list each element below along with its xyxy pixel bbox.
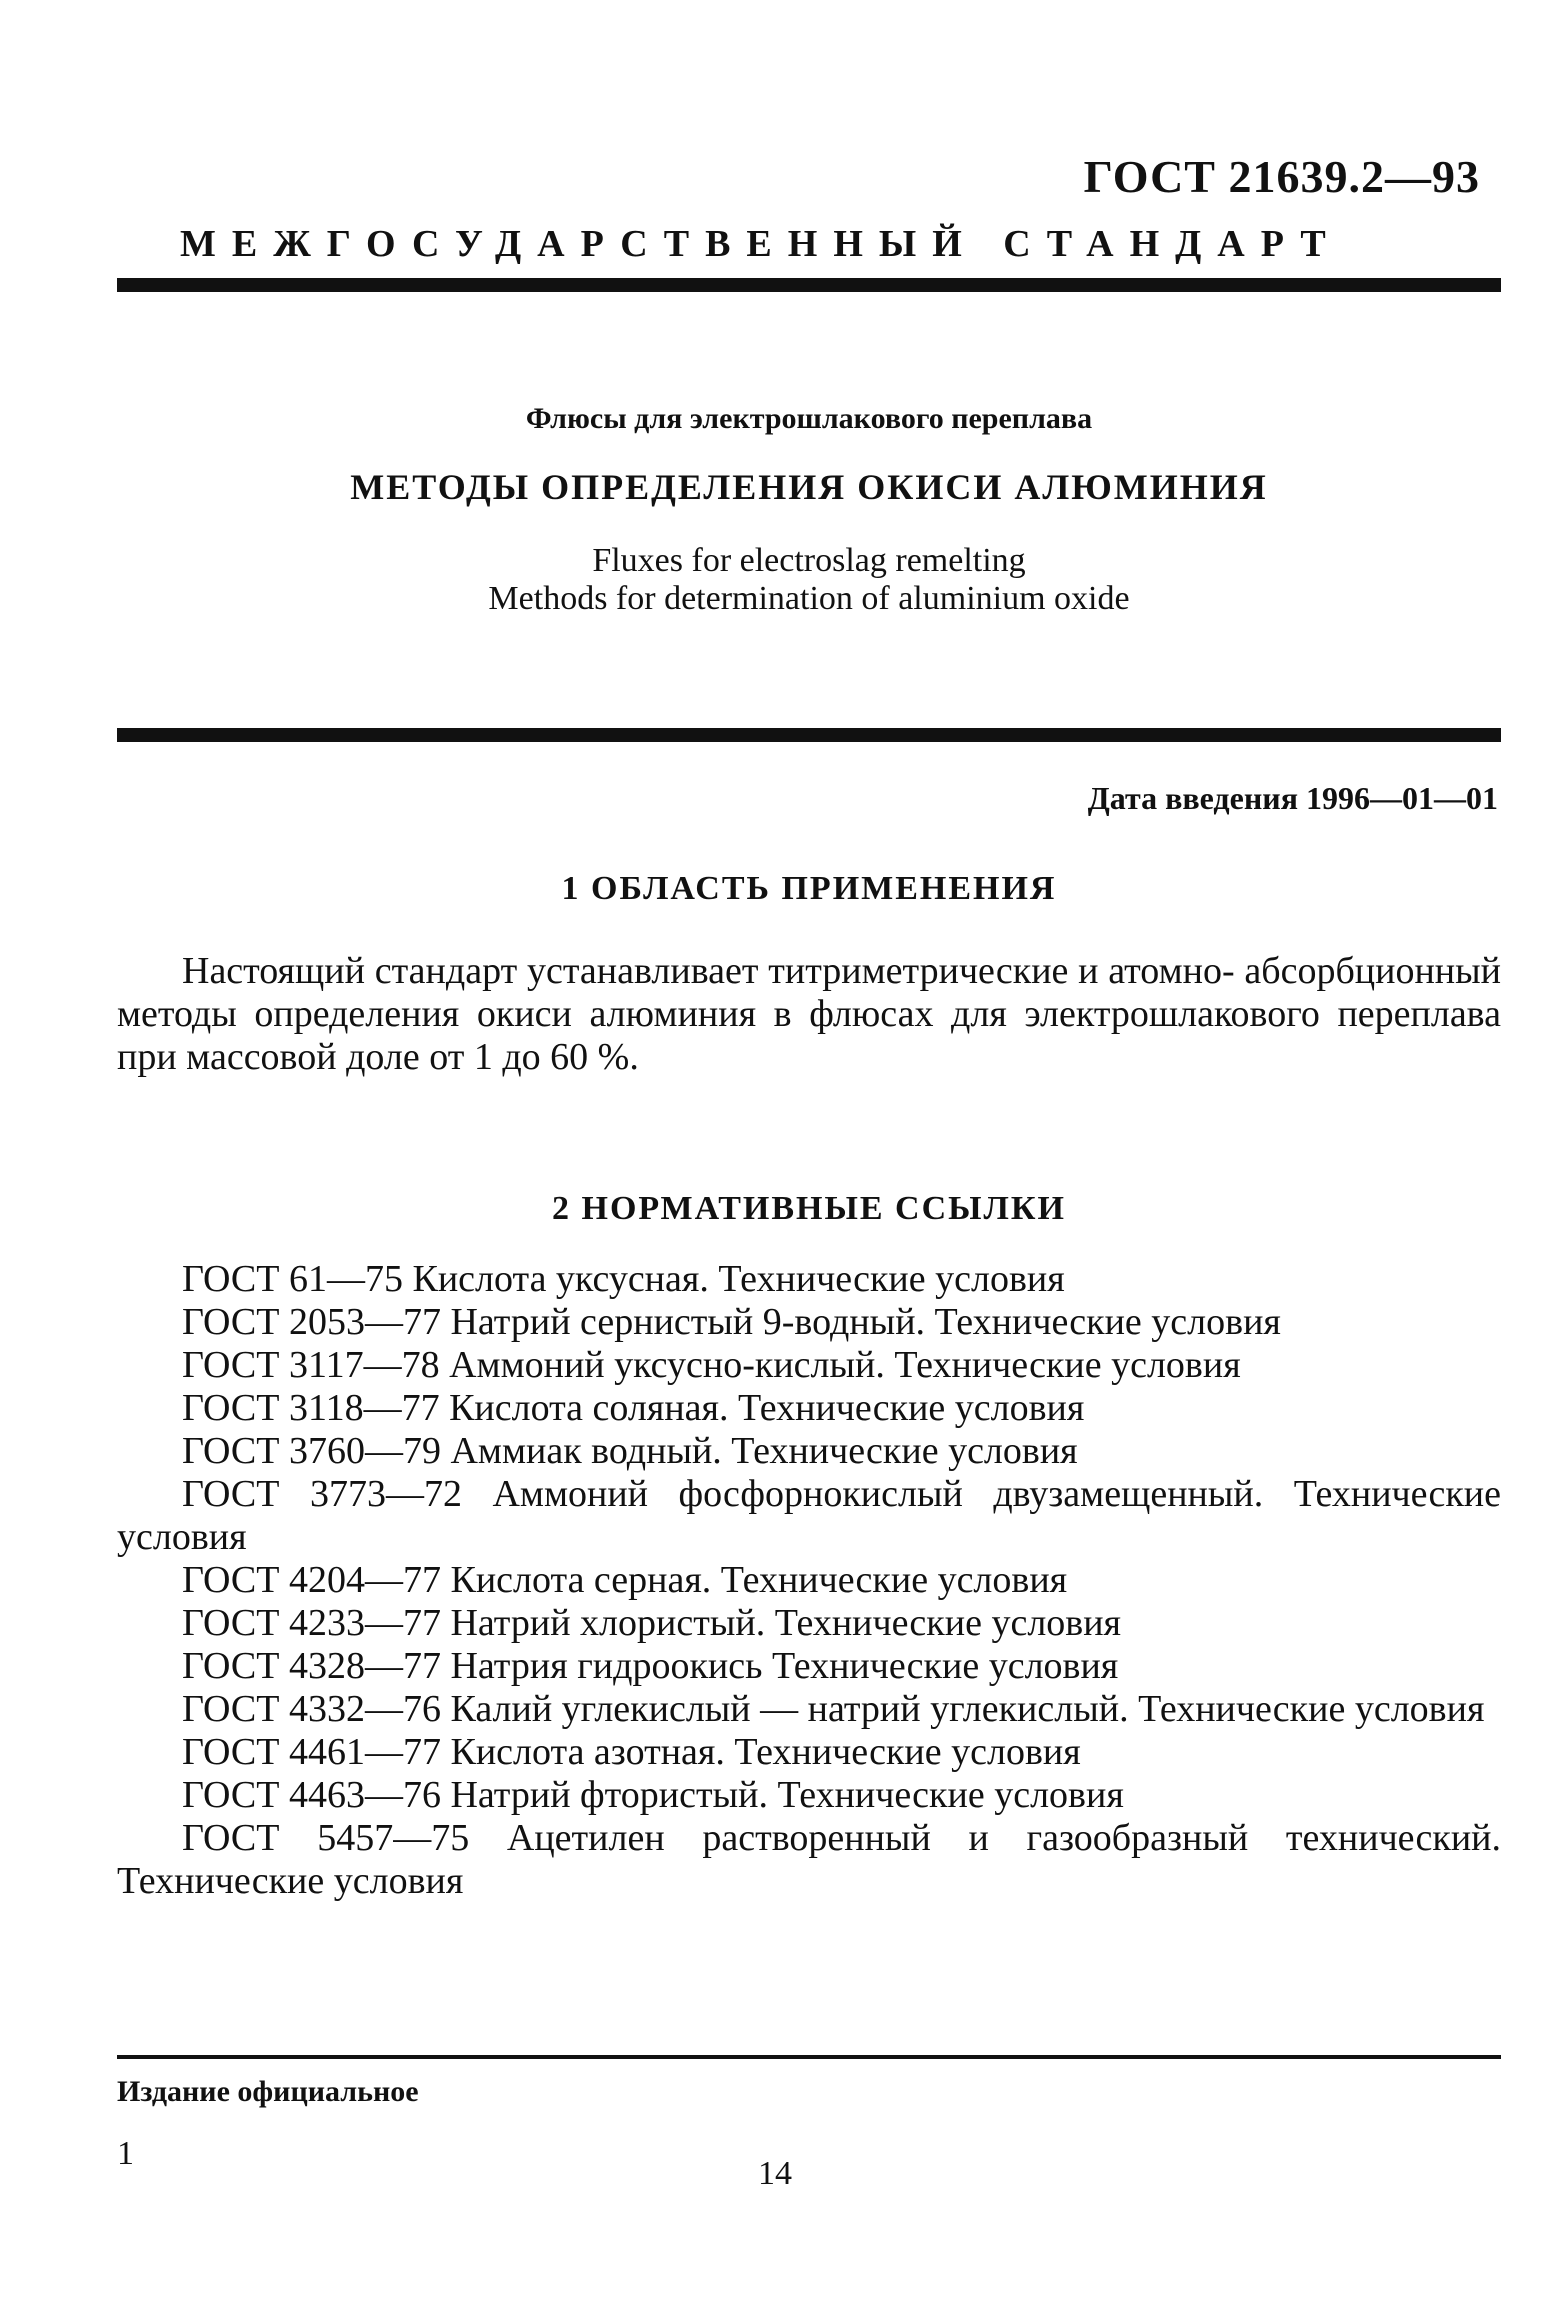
reference-item: ГОСТ 4328—77 Натрия гидроокись Технические условия <box>182 1645 1119 1687</box>
references-list <box>117 1258 1501 1903</box>
subtitle-en: Fluxes for electroslag remelting <box>592 542 1026 579</box>
section-heading-references: 2 НОРМАТИВНЫЕ ССЫЛКИ <box>552 1190 1066 1227</box>
reference-item: ГОСТ 4204—77 Кислота серная. Технические условия <box>182 1559 1068 1601</box>
sheet-number: 1 <box>117 2135 134 2172</box>
title-en: Methods for determination of aluminium oxide <box>488 580 1130 617</box>
reference-item: ГОСТ 3118—77 Кислота соляная. Технические условия <box>182 1387 1085 1429</box>
official-edition-label: Издание официальное <box>117 2075 419 2108</box>
scope-paragraph: Настоящий стандарт устанавливает титриметрические и атомно- абсорбционный методы определения окиси алюминия в флюсах для электрошлакового переплава при массовой доле от 1 до 60 %. <box>117 950 1501 1078</box>
gost-number: ГОСТ 21639.2—93 <box>1083 151 1480 202</box>
subtitle-ru: Флюсы для электрошлакового переплава <box>525 402 1093 435</box>
reference-item: ГОСТ 4463—76 Натрий фтористый. Технические условия <box>182 1774 1124 1816</box>
reference-item: ГОСТ 4461—77 Кислота азотная. Технические условия <box>182 1731 1081 1773</box>
reference-item: ГОСТ 4233—77 Натрий хлористый. Технические условия <box>182 1602 1122 1644</box>
reference-item: ГОСТ 3773—72 Аммоний фосфорнокислый двузамещенный. Технические условия <box>117 1473 1501 1558</box>
reference-item: ГОСТ 61—75 Кислота уксусная. Технические условия <box>182 1258 1065 1300</box>
page-number: 14 <box>758 2155 792 2192</box>
footer-rule <box>117 2055 1501 2059</box>
reference-item: ГОСТ 4332—76 Калий углекислый — натрий углекислый. Технические условия <box>182 1688 1485 1730</box>
reference-item: ГОСТ 5457—75 Ацетилен растворенный и газообразный технический. Технические условия <box>117 1817 1501 1902</box>
reference-item: ГОСТ 3117—78 Аммоний уксусно-кислый. Технические условия <box>182 1344 1241 1386</box>
date-of-introduction: Дата введения 1996—01—01 <box>1087 780 1498 816</box>
section-heading-scope: 1 ОБЛАСТЬ ПРИМЕНЕНИЯ <box>561 870 1057 907</box>
reference-item: ГОСТ 3760—79 Аммиак водный. Технические условия <box>182 1430 1078 1472</box>
header-rule <box>117 278 1501 292</box>
title-ru: МЕТОДЫ ОПРЕДЕЛЕНИЯ ОКИСИ АЛЮМИНИЯ <box>350 467 1268 507</box>
reference-item: ГОСТ 2053—77 Натрий сернистый 9-водный. Технические условия <box>182 1301 1281 1343</box>
interstate-standard-label: МЕЖГОСУДАРСТВЕННЫЙ СТАНДАРТ <box>180 223 1342 265</box>
title-rule <box>117 728 1501 742</box>
